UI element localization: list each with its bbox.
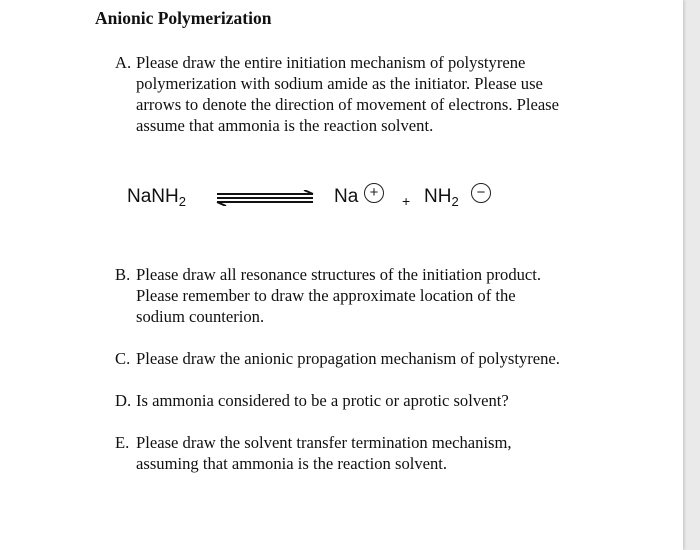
question-e-line-1: Please draw the solvent transfer termination mechanism,: [136, 433, 512, 452]
question-d: [115, 390, 509, 411]
positive-charge-icon: +: [364, 183, 384, 203]
question-b-line-1: Please draw all resonance structures of the initiation product.: [136, 265, 542, 284]
negative-charge-icon: −: [471, 183, 491, 203]
question-a-line-1: Please draw the entire initiation mechanism of polystyrene: [136, 53, 526, 72]
question-b-line-2: Please remember to draw the approximate location of the: [136, 286, 516, 305]
plus-sign: +: [402, 193, 411, 209]
question-c-line-1: Please draw the anionic propagation mechanism of polystyrene.: [136, 349, 560, 368]
question-e-letter: E.: [115, 433, 130, 452]
question-b: [115, 264, 541, 327]
question-e: [115, 432, 512, 474]
equilibrium-arrows-icon: [213, 190, 317, 206]
reactant-formula: NaNH: [127, 186, 179, 207]
question-d-letter: D.: [115, 391, 132, 410]
question-c-letter: C.: [115, 349, 131, 368]
reactant-nanh2: [127, 186, 186, 208]
question-d-line-1: Is ammonia considered to be a protic or aprotic solvent?: [136, 391, 509, 410]
question-a-letter: A.: [115, 53, 132, 72]
question-c: [115, 348, 560, 369]
reactant-subscript: 2: [178, 194, 186, 209]
product-amide: [424, 186, 459, 208]
question-b-line-3: sodium counterion.: [136, 307, 265, 326]
product-amide-formula: NH: [424, 186, 452, 207]
question-e-line-2: assuming that ammonia is the reaction solvent.: [136, 454, 448, 473]
product-amide-subscript: 2: [451, 194, 459, 209]
question-a-line-4: assume that ammonia is the reaction solvent.: [136, 116, 434, 135]
product-sodium: Na: [334, 186, 359, 207]
question-a-line-3: arrows to denote the direction of movement of electrons. Please: [136, 95, 560, 114]
page-title: Anionic Polymerization: [95, 8, 272, 28]
question-a-line-2: polymerization with sodium amide as the initiator. Please use: [136, 74, 543, 93]
question-a: [115, 52, 559, 136]
question-b-letter: B.: [115, 265, 131, 284]
